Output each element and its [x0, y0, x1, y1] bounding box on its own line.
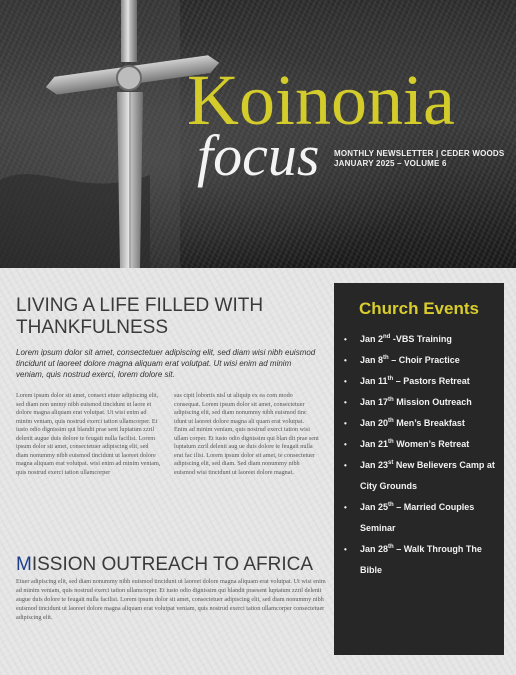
- newsletter-title: Koinonia: [187, 60, 455, 140]
- events-title: Church Events: [359, 299, 479, 318]
- bullet-icon: •: [344, 419, 347, 428]
- church-events-panel: [334, 283, 504, 655]
- article2-title: [16, 554, 336, 576]
- bullet-icon: •: [344, 377, 347, 386]
- event-text: Women’s Retreat: [393, 439, 470, 449]
- event-date-suffix: nd: [383, 334, 391, 340]
- event-date-suffix: st: [388, 460, 394, 466]
- event-item: [344, 371, 500, 392]
- event-date-suffix: th: [388, 544, 394, 550]
- article2-title-rest: ISSION OUTREACH TO AFRICA: [31, 554, 314, 575]
- bullet-icon: •: [344, 461, 347, 470]
- event-date-suffix: th: [387, 376, 394, 382]
- article1-column1: Lorem ipsum dolor sit amet, consect etuer adipiscing elit, sed diam non ummy nibh euismod tincidunt ut laore et dolore magna aliquam erat volutpat. Ut wisi enim ad minim veniam, quis nostrud exerci tation ullamcorper. Et iusto odio dignissim qui blandit prae sent luptatum zzril delenit augue duis dolore te feugait nulla facilisi. Lorem ipsum dolor sit amet, consectetuer adipiscing elit, sed diam nonummy nibh euismod tincidunt ut laoreet dolore magna aliquam erat volutpat. wisi enim ad minim veniam, quis nostrud exerci tation ullamcorper: [16, 392, 161, 476]
- event-date: Jan 8: [360, 355, 384, 365]
- event-text: Mission Outreach: [393, 397, 472, 407]
- event-item: [344, 329, 500, 350]
- article1-lead: Lorem ipsum dolor sit amet, consectetuer adipiscing elit, sed diam wisi nibh euismod tincidunt ut laoreet dolore magna aliquam erat volutpat. Ut wisi enim ad minim veniam, quis nostrud exerci, lorem dolore sit.: [16, 348, 316, 379]
- event-item: [344, 497, 500, 539]
- events-list: [344, 329, 500, 581]
- event-item: [344, 455, 500, 497]
- bullet-icon: •: [344, 356, 347, 365]
- event-text: New Believers Camp at City Grounds: [360, 460, 495, 491]
- event-date: Jan 2: [360, 334, 384, 344]
- event-item: [344, 413, 500, 434]
- event-text: – Walk Through The Bible: [360, 544, 482, 575]
- newsletter-meta-line1: MONTHLY NEWSLETTER | CEDER WOODS: [334, 149, 505, 158]
- event-date-suffix: th: [388, 502, 394, 508]
- event-date: Jan 21: [360, 439, 389, 449]
- bullet-icon: •: [344, 503, 347, 512]
- bullet-icon: •: [344, 545, 347, 554]
- bullet-icon: •: [344, 398, 347, 407]
- event-text: Men’s Breakfast: [393, 418, 465, 428]
- event-date-suffix: th: [388, 418, 394, 424]
- event-text: -VBS Training: [390, 334, 452, 344]
- event-text: – Choir Practice: [388, 355, 460, 365]
- event-date-suffix: th: [383, 355, 389, 361]
- bullet-icon: •: [344, 440, 347, 449]
- bullet-icon: •: [344, 335, 347, 344]
- masthead: [0, 0, 516, 268]
- event-date-suffix: th: [388, 439, 394, 445]
- event-date: Jan 25: [360, 502, 389, 512]
- event-date: Jan 23: [360, 460, 389, 470]
- event-date: Jan 17: [360, 397, 389, 407]
- event-text: – Married Couples Seminar: [360, 502, 475, 533]
- event-text: – Pastors Retreat: [393, 376, 470, 386]
- event-date-suffix: th: [388, 397, 394, 403]
- event-item: [344, 350, 500, 371]
- newsletter-subtitle: focus: [197, 123, 320, 188]
- event-date: Jan 28: [360, 544, 389, 554]
- event-item: [344, 392, 500, 413]
- article2-body: Etuer adipiscing elit, sed diam nonummy nibh euismod tincidunt ut laoreet dolore magna aliquam erat volutpat. Ut wisi enim ad minim veniam, quis nostrud exerci tation ullamcorper. Et iusto odio dignissim qui blandit praesent luptatum zzril delenit augue duis dolore te feugait nulla facilisi. Lorem ipsum dolor sit amet, consectetuer adipiscing elit, sed diam nonummy nibh euismod tincidunt ut laoreet dolore magna aliquam erat volutpat veniam, quis nostrud exerci tation ullamcorper consectetuer adipiscing elit.: [16, 578, 326, 621]
- event-date: Jan 20: [360, 418, 389, 428]
- event-item: [344, 434, 500, 455]
- article1-column2: sus cipit lobortis nisl ut aliquip ex ea com modo consequat. Lorem ipsum dolor sit amet, consectetuer adipiscing elit, sed diam nonummy nibh euismod tinc idunt ut laoreet dolore magna ali quam erat volutpat. Enim ad minim veniam, quis nostrud exerci tation wisi ullam corper. Et iusto odio dignissim qui blan dit prae sent luptatum zzril delenit aug ue duis dolore te feugait nulla erat fac ilisi. Lorem ipsum dolor sit amet, te consectetuer adipiscing elit, sed diam. Sed diam nonummy nibh euismod wisi tincidunt ut laoreet dolore magnat.: [174, 392, 319, 476]
- article2-title-initial: M: [16, 554, 32, 575]
- event-date: Jan 11: [360, 376, 388, 386]
- event-item: [344, 539, 500, 581]
- newsletter-meta-line2: JANUARY 2025 – VOLUME 6: [334, 159, 447, 168]
- article1-title: LIVING A LIFE FILLED WITH THANKFULNESS: [16, 295, 264, 338]
